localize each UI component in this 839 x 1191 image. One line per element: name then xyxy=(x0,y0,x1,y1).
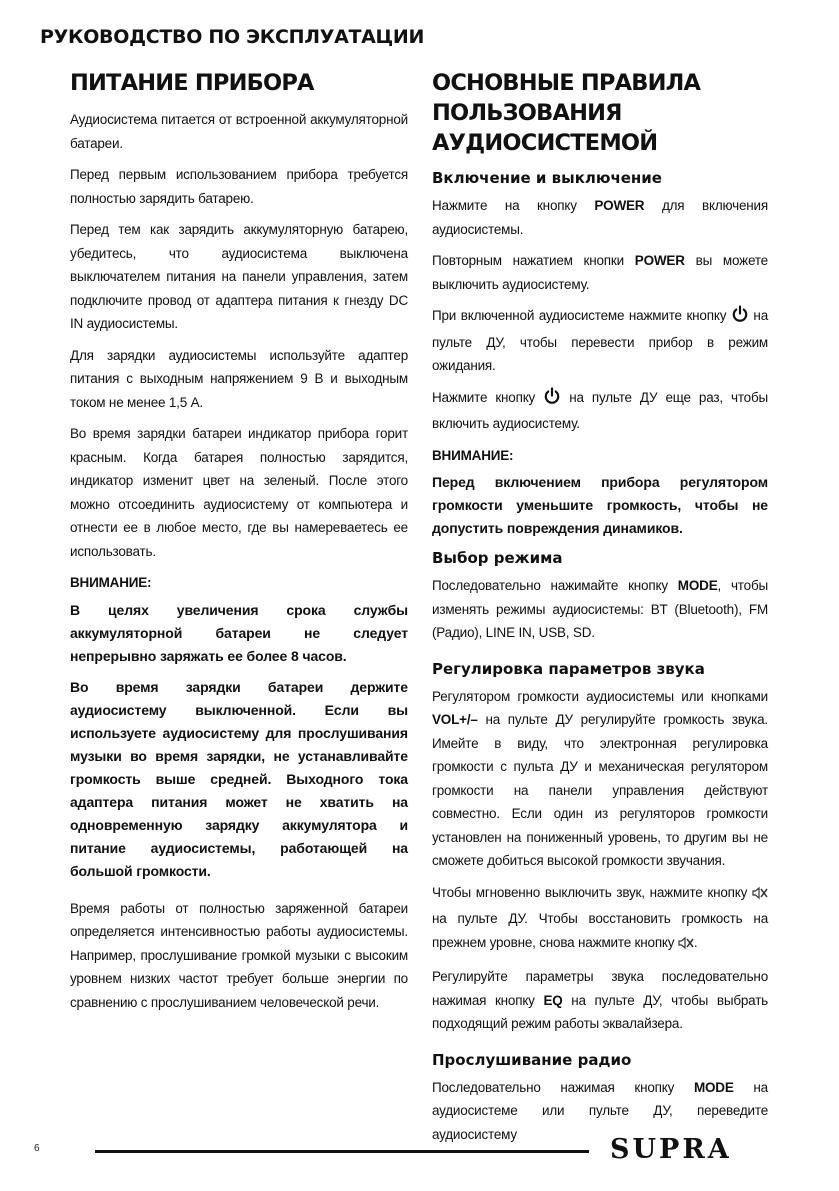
key-vol: VOL+/– xyxy=(432,712,478,727)
subheading-mode: Выбор режима xyxy=(432,549,563,567)
warning-text: Перед включением прибора регулятором громкости уменьшите громкость, чтобы не допустить повреждения динамиков. xyxy=(432,474,768,536)
brand-logo: SUPRA xyxy=(610,1134,732,1165)
warning-text: В целях увеличения срока службы аккумуляторной батареи не следует непрерывно заряжать ее более 8 часов. xyxy=(70,601,408,664)
subheading-sound: Регулировка параметров звука xyxy=(432,659,705,678)
key-power: POWER xyxy=(594,198,645,213)
paragraph: Регулируйте параметры звука последовательно нажимая кнопку EQ на пульте ДУ, чтобы выбрать подходящий режим работы эквалайзера. xyxy=(432,969,769,1031)
paragraph: Аудиосистема питается от встроенной аккумуляторной батареи. xyxy=(70,112,408,151)
key-power: POWER xyxy=(634,253,685,268)
paragraph: Нажмите кнопку на пульте ДУ еще раз, чтобы включить аудиосистему. xyxy=(432,386,768,436)
paragraph: Повторным нажатием кнопки POWER вы можете выключить аудиосистему. xyxy=(432,253,768,292)
paragraph: Последовательно нажимая кнопку MODE на аудиосистеме или пульте ДУ, переведите аудиосистему xyxy=(432,1079,768,1142)
paragraph: Чтобы мгновенно выключить звук, нажмите кнопку на пульте ДУ. Чтобы восстановить громкость на прежнем уровне, снова нажмите кнопку . xyxy=(432,881,768,958)
paragraph: При включенной аудиосистеме нажмите кнопку на пульте ДУ, чтобы перевести прибор в режим ожидания. xyxy=(432,304,768,378)
key-mode: MODE xyxy=(677,578,718,593)
key-mode: MODE xyxy=(693,1079,734,1095)
paragraph: Последовательно нажимайте кнопку MODE, чтобы изменять режимы аудиосистемы: BT (Bluetooth), FM (Радио), LINE IN, USB, SD. xyxy=(432,578,768,640)
subheading-radio: Прослушивание радио xyxy=(432,1050,632,1069)
power-icon xyxy=(543,387,561,413)
left-column xyxy=(70,68,408,1022)
footer-divider xyxy=(95,1150,589,1153)
mute-icon xyxy=(752,884,768,908)
key-eq: EQ xyxy=(543,992,563,1008)
paragraph: Для зарядки аудиосистемы используйте адаптер питания с выходным напряжением 9 В и выходным током не менее 1,5 А. xyxy=(70,347,408,410)
power-icon xyxy=(731,305,749,331)
paragraph: Перед тем как зарядить аккумуляторную батарею, убедитесь, что аудиосистема выключена выключателем питания на панели управления, затем подключите провод от адаптера питания к гнезду DC IN аудиосистемы. xyxy=(70,222,408,331)
paragraph: Перед первым использованием прибора требуется полностью зарядить батарею. xyxy=(70,167,408,206)
section-title-power: ПИТАНИЕ ПРИБОРА xyxy=(70,70,314,96)
page-number: 6 xyxy=(34,1143,40,1154)
paragraph: Регулятором громкости аудиосистемы или кнопками VOL+/– на пульте ДУ регулируйте громкость звука. Имейте в виду, что электронная регулировка громкости с пульта ДУ и механическая регулятором громкости на панели управления действуют совместно. Если один из регуляторов громкости установлен на пониженный уровень, то другим вы не сможете добиться высокой громкости звучания. xyxy=(432,688,768,868)
paragraph: Время работы от полностью заряженной батареи определяется интенсивностью работы аудиосистемы. Например, прослушивание громкой музыки с высоким уровнем низких частот требует больше энергии по сравнению с прослушиванием человеческой речи. xyxy=(70,900,408,1010)
paragraph: Нажмите на кнопку POWER для включения аудиосистемы. xyxy=(432,198,768,237)
warning-title: ВНИМАНИЕ: xyxy=(432,447,514,463)
paragraph: Во время зарядки батареи индикатор прибора горит красным. Когда батарея полностью зарядится, индикатор изменит цвет на зеленый. После этого можно отсоединить аудиосистему от компьютера и отнести ее в любое место, где вы намереваетесь ее использовать. xyxy=(70,426,408,559)
page-header: РУКОВОДСТВО ПО ЭКСПЛУАТАЦИИ xyxy=(40,26,425,48)
subheading-power: Включение и выключение xyxy=(432,169,662,187)
warning-title: ВНИМАНИЕ: xyxy=(70,575,152,590)
warning-text: Во время зарядки батареи держите аудиосистему выключенной. Если вы используете аудиосистему для прослушивания музыки во время зарядки, не устанавливайте громкость выше средней. Выходного тока адаптера питания может не хватить на одновременную зарядку аккумулятора и питание аудиосистемы, работающей на большой громкости. xyxy=(70,678,408,879)
mute-icon xyxy=(678,934,694,958)
section-title-rules: ОСНОВНЫЕ ПРАВИЛА ПОЛЬЗОВАНИЯ АУДИОСИСТЕМОЙ xyxy=(432,70,701,156)
right-column xyxy=(432,68,768,1154)
